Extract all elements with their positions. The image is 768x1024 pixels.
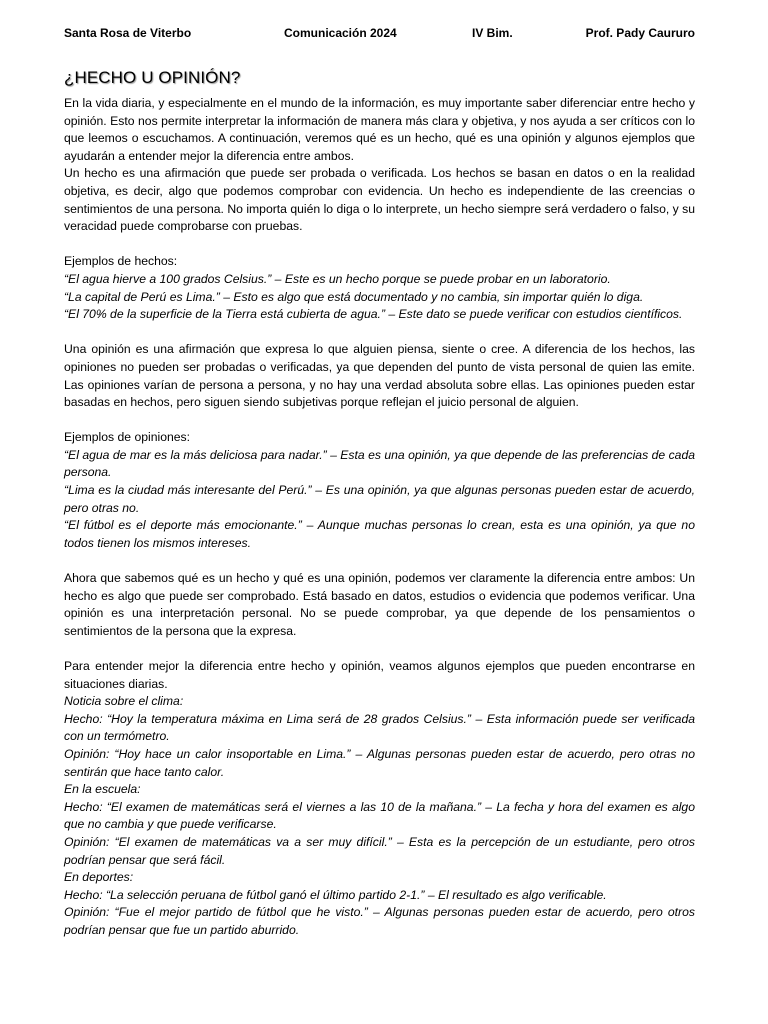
fact-example: “El 70% de la superficie de la Tierra está cubierta de agua.” – Este dato se puede verificar con estudios científicos. bbox=[64, 307, 683, 322]
fact-definition-paragraph: Un hecho es una afirmación que puede ser probada o verificada. Los hechos se basan en datos o en la realidad objetiva, es decir, algo que podemos comprobar con evidencia. Un hecho es independiente de las creencias o sentimientos de una persona. No importa quién lo diga o lo interprete, un hecho siempre será verdadero o falso, y su veracidad puede comprobarse con pruebas. bbox=[64, 166, 695, 234]
daily-example-opinion: Opinión: “El examen de matemáticas va a ser muy difícil.” – Esta es la percepción de un estudiante, pero otros podrían pensar que será fácil. bbox=[64, 834, 695, 867]
opinion-example: “El agua de mar es la más deliciosa para nadar.” – Esta es una opinión, ya que depende de las preferencias de cada persona. bbox=[64, 447, 695, 480]
page-header bbox=[64, 26, 695, 42]
opinions-heading: Ejemplos de opiniones: bbox=[64, 430, 191, 445]
daily-example-fact: Hecho: “Hoy la temperatura máxima en Lima será de 28 grados Celsius.” – Esta información puede ser verificada con un termómetro. bbox=[64, 711, 695, 744]
opinion-example: “El fútbol es el deporte más emocionante.” – Aunque muchas personas lo crean, esta es una opinión, ya que no todos tienen los mismos intereses. bbox=[64, 518, 695, 550]
page-title: ¿HECHO U OPINIÓN? bbox=[64, 68, 241, 87]
daily-example-label: Noticia sobre el clima: bbox=[64, 694, 184, 709]
fact-example: “La capital de Perú es Lima.” – Esto es algo que está documentado y no cambia, sin importar quién lo diga. bbox=[64, 289, 644, 304]
header-course: Comunicación 2024 bbox=[284, 26, 397, 40]
document-body bbox=[64, 95, 695, 940]
header-school: Santa Rosa de Viterbo bbox=[64, 26, 192, 40]
facts-heading: Ejemplos de hechos: bbox=[64, 254, 178, 269]
daily-example-opinion: Opinión: “Fue el mejor partido de fútbol que he visto.” – Algunas personas pueden estar de acuerdo, pero otros podrían pensar que fue un partido aburrido. bbox=[64, 905, 695, 937]
daily-example-opinion: Opinión: “Hoy hace un calor insoportable en Lima.” – Algunas personas pueden estar de acuerdo, pero otras no sentirán que hace tanto calor. bbox=[64, 746, 695, 779]
difference-paragraph: Ahora que sabemos qué es un hecho y qué es una opinión, podemos ver claramente la diferencia entre ambos: Un hecho es algo que puede ser comprobado. Está basado en datos, estudios o evidencia que podemos verificar. Una opinión es una interpretación personal. No se puede comprobar, ya que depende de los pensamientos o sentimientos de la persona que la expresa. bbox=[64, 571, 695, 638]
header-bimester: IV Bim. bbox=[472, 26, 513, 40]
opinion-definition-paragraph: Una opinión es una afirmación que expresa lo que alguien piensa, siente o cree. A diferencia de los hechos, las opiniones no pueden ser probadas o verificadas, ya que dependen del punto de vista personal de quien las emite. Las opiniones varían de persona a persona, y no hay una verdad absoluta sobre ellas. Las opiniones pueden estar basadas en hechos, pero siguen siendo subjetivas porque reflejan el juicio personal de alguien. bbox=[64, 342, 695, 410]
intro-paragraph: En la vida diaria, y especialmente en el mundo de la información, es muy importante saber diferenciar entre hecho y opinión. Esto nos permite interpretar la información de manera más clara y objetiva, y nos ayuda a ser críticos con lo que leemos o escuchamos. A continuación, veremos qué es un hecho, qué es una opinión y algunos ejemplos que ayudarán a entender mejor la diferencia entre ambos. bbox=[64, 96, 695, 163]
daily-example-fact: Hecho: “La selección peruana de fútbol ganó el último partido 2-1.” – El resultado es algo verificable. bbox=[64, 887, 607, 902]
daily-example-label: En deportes: bbox=[64, 870, 134, 885]
fact-example: “El agua hierve a 100 grados Celsius.” – Este es un hecho porque se puede probar en un laboratorio. bbox=[64, 271, 611, 286]
daily-example-fact: Hecho: “El examen de matemáticas será el viernes a las 10 de la mañana.” – La fecha y hora del examen es algo que no cambia y que puede verificarse. bbox=[64, 799, 695, 832]
daily-example-label: En la escuela: bbox=[64, 782, 141, 797]
daily-intro-paragraph: Para entender mejor la diferencia entre hecho y opinión, veamos algunos ejemplos que pueden encontrarse en situaciones diarias. bbox=[64, 659, 695, 691]
header-teacher: Prof. Pady Caururo bbox=[585, 26, 695, 40]
opinion-example: “Lima es la ciudad más interesante del Perú.” – Es una opinión, ya que algunas personas pueden estar de acuerdo, pero otras no. bbox=[64, 483, 695, 515]
